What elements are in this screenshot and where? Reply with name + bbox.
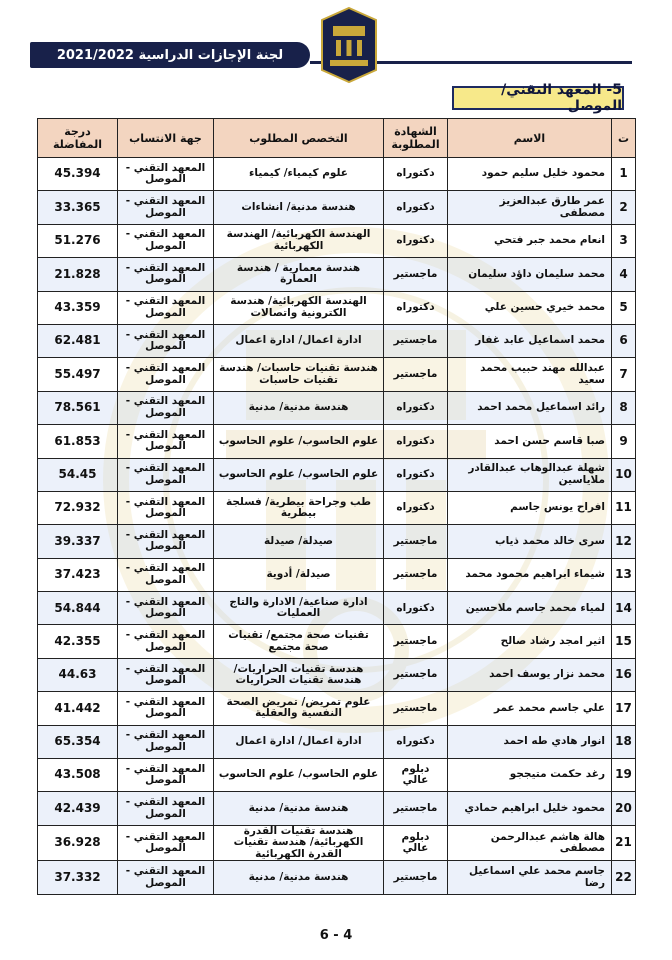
candidate-name: محمد خيري حسين علي (448, 291, 612, 324)
required-degree: ماجستير (384, 625, 448, 658)
required-specialization: علوم كيمياء/ كيمياء (214, 158, 384, 191)
row-number: 6 (612, 324, 636, 357)
candidate-name: هالة هاشم عبدالرحمن مصطفى (448, 825, 612, 861)
table-row (38, 525, 636, 558)
row-number: 19 (612, 759, 636, 792)
table-row (38, 558, 636, 591)
required-specialization: علوم الحاسوب/ علوم الحاسوب (214, 458, 384, 491)
affiliation: المعهد التقني - الموصل (118, 425, 214, 458)
university-logo (318, 6, 380, 84)
required-degree: دكتوراه (384, 458, 448, 491)
page-number: 6 - 4 (319, 928, 353, 943)
affiliation: المعهد التقني - الموصل (118, 861, 214, 894)
header-cell: الشهادة المطلوبة (384, 119, 448, 158)
affiliation: المعهد التقني - الموصل (118, 692, 214, 725)
candidate-name: لمياء محمد جاسم ملاحسين (448, 592, 612, 625)
candidate-name: افراح يونس جاسم (448, 491, 612, 524)
required-degree: ماجستير (384, 861, 448, 894)
affiliation: المعهد التقني - الموصل (118, 759, 214, 792)
required-degree: ماجستير (384, 558, 448, 591)
row-number: 15 (612, 625, 636, 658)
preference-score: 39.337 (38, 525, 118, 558)
candidate-name: سرى خالد محمد ذياب (448, 525, 612, 558)
row-number: 16 (612, 658, 636, 691)
candidate-name: محمد سليمان داؤد سليمان (448, 258, 612, 291)
affiliation: المعهد التقني - الموصل (118, 391, 214, 424)
required-degree: دكتوراه (384, 191, 448, 224)
row-number: 11 (612, 491, 636, 524)
required-degree: دكتوراه (384, 391, 448, 424)
table-header-row (38, 119, 636, 158)
affiliation: المعهد التقني - الموصل (118, 224, 214, 257)
required-degree: دكتوراه (384, 491, 448, 524)
row-number: 18 (612, 725, 636, 758)
required-degree: دكتوراه (384, 592, 448, 625)
header-cell: الاسم (448, 119, 612, 158)
preference-score: 54.844 (38, 592, 118, 625)
section-title-text: 5- المعهد التقني/ الموصل (501, 82, 622, 114)
row-number: 2 (612, 191, 636, 224)
row-number: 14 (612, 592, 636, 625)
row-number: 5 (612, 291, 636, 324)
required-specialization: هندسة مدنية/ انشاءات (214, 191, 384, 224)
affiliation: المعهد التقني - الموصل (118, 825, 214, 861)
row-number: 3 (612, 224, 636, 257)
header-cell: جهة الانتساب (118, 119, 214, 158)
required-specialization: الهندسة الكهربائية/ هندسة الكترونية واتصالات (214, 291, 384, 324)
table-row (38, 324, 636, 357)
table-row (38, 861, 636, 894)
required-degree: دكتوراه (384, 291, 448, 324)
preference-score: 33.365 (38, 191, 118, 224)
affiliation: المعهد التقني - الموصل (118, 158, 214, 191)
table-row (38, 792, 636, 825)
affiliation: المعهد التقني - الموصل (118, 592, 214, 625)
required-specialization: ادارة صناعية/ الادارة والتاج العمليات (214, 592, 384, 625)
required-specialization: ادارة اعمال/ ادارة اعمال (214, 725, 384, 758)
preference-score: 55.497 (38, 358, 118, 391)
preference-score: 42.355 (38, 625, 118, 658)
affiliation: المعهد التقني - الموصل (118, 725, 214, 758)
table-row (38, 759, 636, 792)
affiliation: المعهد التقني - الموصل (118, 291, 214, 324)
row-number: 21 (612, 825, 636, 861)
candidate-name: صبا قاسم حسن احمد (448, 425, 612, 458)
candidate-name: محمود خليل سليم حمود (448, 158, 612, 191)
candidate-name: رائد اسماعيل محمد احمد (448, 391, 612, 424)
preference-score: 51.276 (38, 224, 118, 257)
preference-score: 72.932 (38, 491, 118, 524)
candidate-name: محمود خليل ابراهيم حمادي (448, 792, 612, 825)
candidates-table (37, 118, 636, 895)
required-degree: ماجستير (384, 792, 448, 825)
required-specialization: هندسة تقنيات حاسبات/ هندسة تقنيات حاسبات (214, 358, 384, 391)
affiliation: المعهد التقني - الموصل (118, 525, 214, 558)
candidate-name: انعام محمد جبر فتحي (448, 224, 612, 257)
preference-score: 21.828 (38, 258, 118, 291)
header-cell: درجة المفاضلة (38, 119, 118, 158)
affiliation: المعهد التقني - الموصل (118, 358, 214, 391)
table-row (38, 191, 636, 224)
preference-score: 41.442 (38, 692, 118, 725)
preference-score: 78.561 (38, 391, 118, 424)
required-degree: دكتوراه (384, 224, 448, 257)
header-cell: ت (612, 119, 636, 158)
candidate-name: شيماء ابراهيم محمود محمد (448, 558, 612, 591)
table-row (38, 458, 636, 491)
row-number: 20 (612, 792, 636, 825)
table-row (38, 291, 636, 324)
row-number: 9 (612, 425, 636, 458)
table-row (38, 658, 636, 691)
candidate-name: علي جاسم محمد عمر (448, 692, 612, 725)
table-row (38, 425, 636, 458)
required-specialization: تقنيات صحة مجتمع/ تقنيات صحة مجتمع (214, 625, 384, 658)
affiliation: المعهد التقني - الموصل (118, 658, 214, 691)
required-degree: دكتوراه (384, 725, 448, 758)
candidate-name: عبدالله مهند حبيب محمد سعيد (448, 358, 612, 391)
table-row (38, 625, 636, 658)
preference-score: 37.332 (38, 861, 118, 894)
required-specialization: هندسة مدنية/ مدنية (214, 391, 384, 424)
table-row (38, 158, 636, 191)
row-number: 12 (612, 525, 636, 558)
table-row (38, 224, 636, 257)
row-number: 10 (612, 458, 636, 491)
affiliation: المعهد التقني - الموصل (118, 258, 214, 291)
required-degree: ماجستير (384, 358, 448, 391)
header-banner-text: لجنة الإجازات الدراسية 2021/2022 (56, 47, 284, 63)
preference-score: 44.63 (38, 658, 118, 691)
table-row (38, 825, 636, 861)
preference-score: 43.359 (38, 291, 118, 324)
required-degree: ماجستير (384, 258, 448, 291)
header-banner (30, 42, 310, 68)
row-number: 17 (612, 692, 636, 725)
required-specialization: هندسة مدنية/ مدنية (214, 792, 384, 825)
table-row (38, 258, 636, 291)
row-number: 8 (612, 391, 636, 424)
row-number: 22 (612, 861, 636, 894)
required-specialization: صيدلة/ أدوية (214, 558, 384, 591)
preference-score: 42.439 (38, 792, 118, 825)
table-row (38, 391, 636, 424)
required-degree: ماجستير (384, 324, 448, 357)
section-title (452, 82, 624, 114)
preference-score: 45.394 (38, 158, 118, 191)
candidate-name: اثير امجد رشاد صالح (448, 625, 612, 658)
required-specialization: ادارة اعمال/ ادارة اعمال (214, 324, 384, 357)
required-degree: ماجستير (384, 692, 448, 725)
affiliation: المعهد التقني - الموصل (118, 324, 214, 357)
preference-score: 54.45 (38, 458, 118, 491)
candidate-name: عمر طارق عبدالعزيز مصطفى (448, 191, 612, 224)
required-specialization: علوم الحاسوب/ علوم الحاسوب (214, 425, 384, 458)
table-row (38, 358, 636, 391)
affiliation: المعهد التقني - الموصل (118, 792, 214, 825)
required-specialization: هندسة معمارية / هندسة العمارة (214, 258, 384, 291)
row-number: 7 (612, 358, 636, 391)
candidate-name: محمد اسماعيل عابد غفار (448, 324, 612, 357)
table-row (38, 725, 636, 758)
required-specialization: هندسة تقنيات القدرة الكهربائية/ هندسة تقنيات القدرة الكهربائية (214, 825, 384, 861)
affiliation: المعهد التقني - الموصل (118, 491, 214, 524)
header-cell: التخصص المطلوب (214, 119, 384, 158)
affiliation: المعهد التقني - الموصل (118, 191, 214, 224)
preference-score: 37.423 (38, 558, 118, 591)
table-row (38, 692, 636, 725)
row-number: 1 (612, 158, 636, 191)
preference-score: 61.853 (38, 425, 118, 458)
preference-score: 62.481 (38, 324, 118, 357)
required-degree: دكتوراه (384, 158, 448, 191)
required-degree: دبلوم عالي (384, 759, 448, 792)
required-degree: دبلوم عالي (384, 825, 448, 861)
preference-score: 65.354 (38, 725, 118, 758)
row-number: 4 (612, 258, 636, 291)
candidate-name: رغد حكمت متيججو (448, 759, 612, 792)
candidate-name: جاسم محمد علي اسماعيل رضا (448, 861, 612, 894)
required-specialization: هندسة مدنية/ مدنية (214, 861, 384, 894)
table-row (38, 592, 636, 625)
required-specialization: الهندسة الكهربائية/ الهندسة الكهربائية (214, 224, 384, 257)
row-number: 13 (612, 558, 636, 591)
candidate-name: انوار هادي طه احمد (448, 725, 612, 758)
required-specialization: علوم تمريض/ تمريض الصحة النفسية والعقلية (214, 692, 384, 725)
required-degree: ماجستير (384, 525, 448, 558)
table-row (38, 491, 636, 524)
affiliation: المعهد التقني - الموصل (118, 625, 214, 658)
preference-score: 43.508 (38, 759, 118, 792)
required-degree: ماجستير (384, 658, 448, 691)
required-degree: دكتوراه (384, 425, 448, 458)
affiliation: المعهد التقني - الموصل (118, 458, 214, 491)
candidate-name: محمد نزار يوسف احمد (448, 658, 612, 691)
preference-score: 36.928 (38, 825, 118, 861)
required-specialization: صيدلة/ صيدلة (214, 525, 384, 558)
candidate-name: شهلة عبدالوهاب عبدالقادر ملاياسين (448, 458, 612, 491)
required-specialization: هندسة تقنيات الحراريات/ هندسة تقنيات الحراريات (214, 658, 384, 691)
required-specialization: طب وجراحة بيطرية/ فسلجة بيطرية (214, 491, 384, 524)
required-specialization: علوم الحاسوب/ علوم الحاسوب (214, 759, 384, 792)
affiliation: المعهد التقني - الموصل (118, 558, 214, 591)
